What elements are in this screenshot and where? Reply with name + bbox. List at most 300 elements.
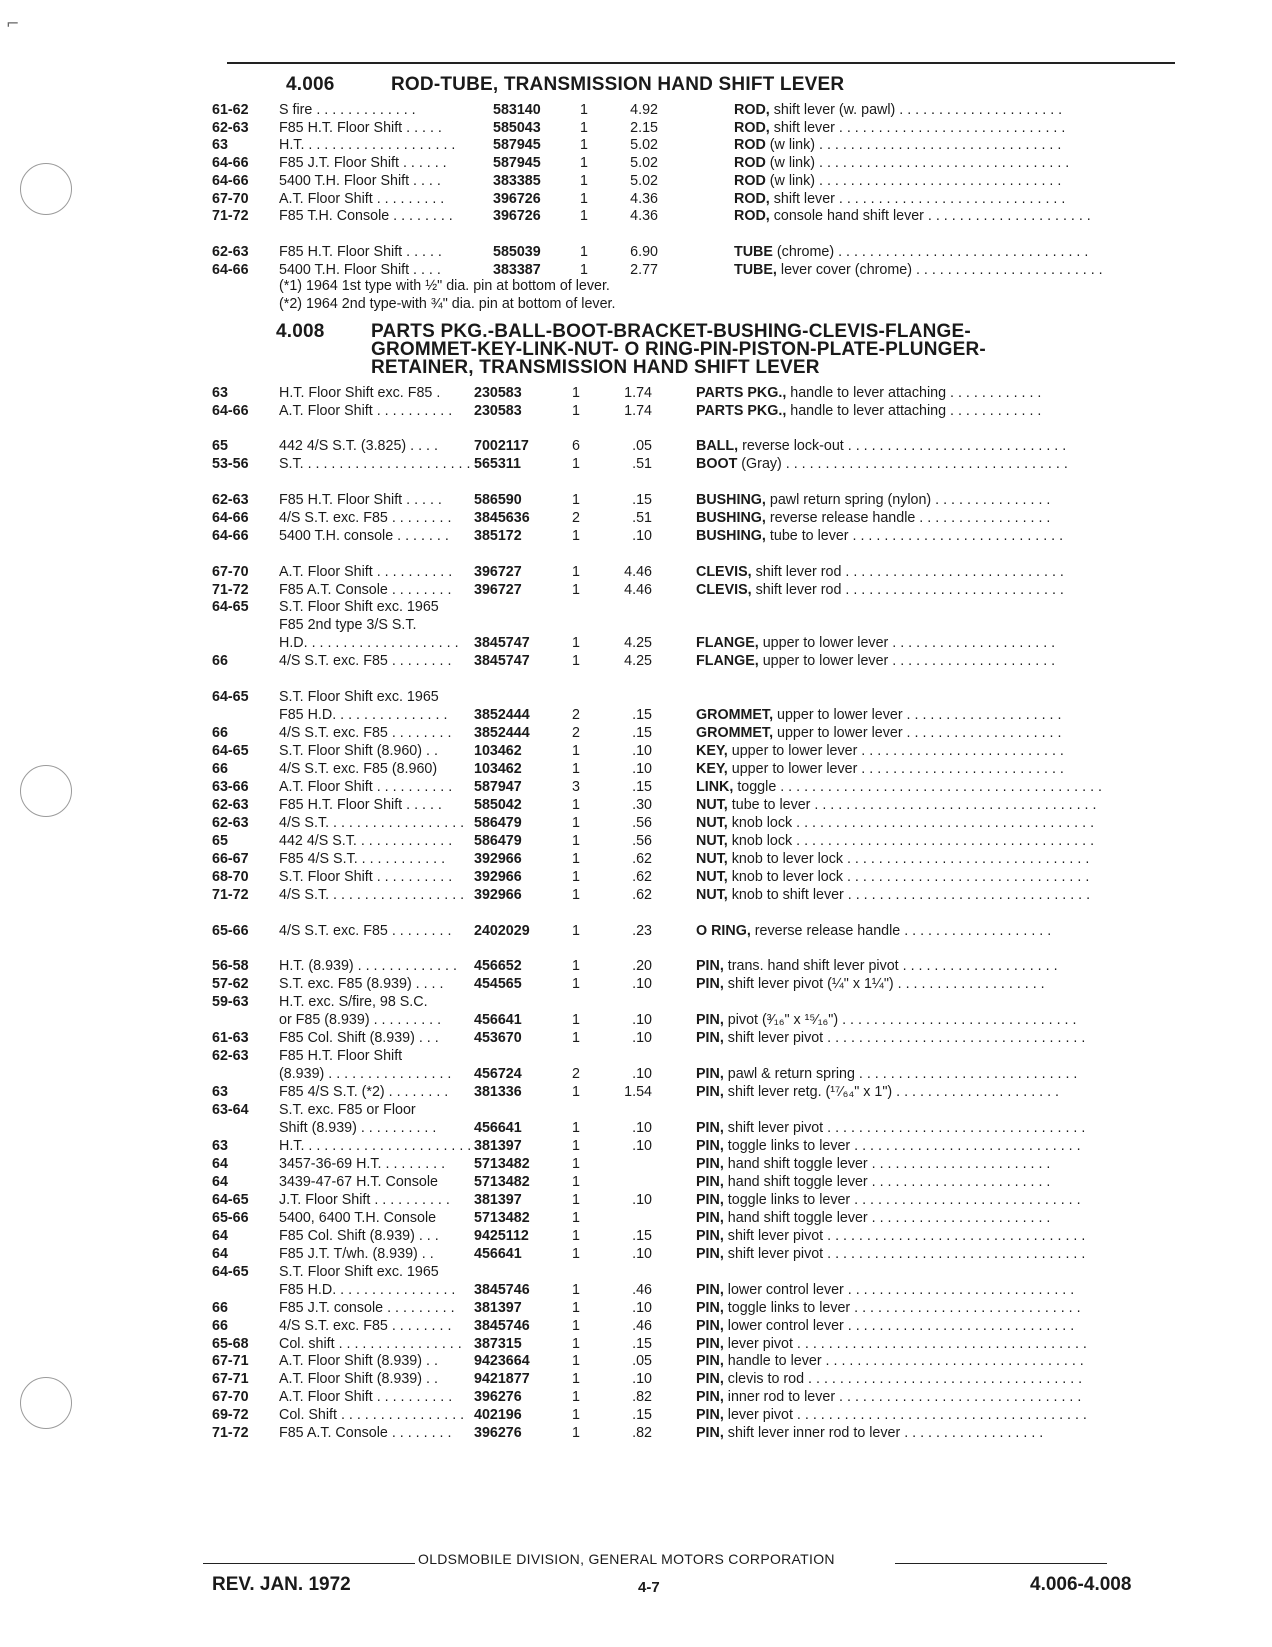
part-description bbox=[696, 1173, 1116, 1192]
part-description bbox=[696, 1083, 1116, 1102]
part-number: 103462 bbox=[474, 743, 522, 759]
part-description bbox=[734, 261, 1119, 280]
part-name: BUSHING, bbox=[696, 492, 766, 508]
part-name: PIN, bbox=[696, 1425, 724, 1441]
application: H.T. Floor Shift exc. F85 . bbox=[279, 385, 441, 401]
application: F85 J.T. console . . . . . . . . . bbox=[279, 1300, 455, 1316]
list-price: .10 bbox=[632, 1030, 652, 1046]
part-detail: toggle links to lever . . . . . . . . . . . . . . . . . . . . . . . . . . . . . bbox=[727, 1138, 1081, 1154]
application: F85 J.T. Floor Shift . . . . . . bbox=[279, 155, 447, 171]
list-price: .10 bbox=[632, 1246, 652, 1262]
application: 4/S S.T. . . . . . . . . . . . . . . . . . bbox=[279, 815, 465, 831]
part-detail: (Gray) . . . . . . . . . . . . . . . . . . . . . . . . . . . . . . . . . . . . bbox=[741, 456, 1068, 472]
part-number: 586590 bbox=[474, 492, 522, 508]
model-years: 62-63 bbox=[212, 1048, 249, 1064]
quantity: 3 bbox=[572, 779, 580, 795]
application: H.D. . . . . . . . . . . . . . . . . . . . bbox=[279, 635, 459, 651]
part-description bbox=[696, 957, 1116, 976]
model-years: 71-72 bbox=[212, 208, 249, 224]
part-name: NUT, bbox=[696, 851, 728, 867]
list-price: .10 bbox=[632, 1371, 652, 1387]
list-price: .10 bbox=[632, 1120, 652, 1136]
model-years: 63-64 bbox=[212, 1102, 249, 1118]
part-name: PIN, bbox=[696, 1282, 724, 1298]
part-name: PIN, bbox=[696, 958, 724, 974]
application: A.T. Floor Shift . . . . . . . . . . bbox=[279, 403, 453, 419]
part-description bbox=[696, 1299, 1116, 1318]
model-years: 63 bbox=[212, 385, 228, 401]
section-notes bbox=[279, 277, 615, 313]
part-description bbox=[734, 207, 1119, 226]
part-name: TUBE, bbox=[734, 262, 777, 278]
part-number: 383385 bbox=[493, 173, 541, 189]
part-description bbox=[696, 796, 1116, 815]
application: F85 T.H. Console . . . . . . . . bbox=[279, 208, 453, 224]
model-years: 71-72 bbox=[212, 582, 249, 598]
list-price: .46 bbox=[632, 1282, 652, 1298]
footer-page-number: 4-7 bbox=[638, 1579, 660, 1596]
model-years: 65-66 bbox=[212, 1210, 249, 1226]
model-years: 59-63 bbox=[212, 994, 249, 1010]
part-number: 586479 bbox=[474, 833, 522, 849]
part-detail: hand shift toggle lever . . . . . . . . . . . . . . . . . . . . . . . bbox=[727, 1174, 1051, 1190]
part-detail: lever cover (chrome) . . . . . . . . . . . . . . . . . . . . . . . . bbox=[780, 262, 1103, 278]
part-detail: inner rod to lever . . . . . . . . . . . . . . . . . . . . . . . . . . . . . . . bbox=[727, 1389, 1082, 1405]
quantity: 1 bbox=[572, 1210, 580, 1226]
part-name: PIN, bbox=[696, 1371, 724, 1387]
part-detail: shift lever rod . . . . . . . . . . . . . . . . . . . . . . . . . . . . bbox=[755, 582, 1064, 598]
part-name: PIN, bbox=[696, 1174, 724, 1190]
application: 4/S S.T. exc. F85 . . . . . . . . bbox=[279, 923, 452, 939]
application: 3457-36-69 H.T. . . . . . . . . bbox=[279, 1156, 446, 1172]
part-detail: upper to lower lever . . . . . . . . . . . . . . . . . . . . bbox=[777, 725, 1062, 741]
part-number: 585039 bbox=[493, 244, 541, 260]
quantity: 1 bbox=[572, 635, 580, 651]
part-number: 383387 bbox=[493, 262, 541, 278]
part-number: 3845636 bbox=[474, 510, 530, 526]
part-detail: trans. hand shift lever pivot . . . . . . . . . . . . . . . . . . . . bbox=[727, 958, 1058, 974]
part-name: BUSHING, bbox=[696, 510, 766, 526]
part-name: PIN, bbox=[696, 1030, 724, 1046]
quantity: 1 bbox=[572, 564, 580, 580]
part-number: 381397 bbox=[474, 1300, 522, 1316]
part-description bbox=[696, 1011, 1116, 1030]
part-number: 9423664 bbox=[474, 1353, 530, 1369]
part-detail: reverse release handle . . . . . . . . . . . . . . . . . . . bbox=[754, 923, 1052, 939]
part-detail: tube to lever . . . . . . . . . . . . . . . . . . . . . . . . . . . bbox=[769, 528, 1064, 544]
part-number: 396727 bbox=[474, 564, 522, 580]
footer-corporation: OLDSMOBILE DIVISION, GENERAL MOTORS CORPORATION bbox=[418, 1551, 835, 1567]
part-description bbox=[696, 1029, 1116, 1048]
application: 5400 T.H. Floor Shift . . . . bbox=[279, 173, 441, 189]
list-price: .10 bbox=[632, 761, 652, 777]
section-title-line: RETAINER, TRANSMISSION HAND SHIFT LEVER bbox=[371, 357, 820, 378]
part-name: PARTS PKG., bbox=[696, 403, 787, 419]
application: F85 4/S S.T. (*2) . . . . . . . . bbox=[279, 1084, 449, 1100]
list-price: 4.25 bbox=[624, 635, 652, 651]
model-years: 64 bbox=[212, 1228, 228, 1244]
part-name: ROD, bbox=[734, 208, 770, 224]
part-name: PIN, bbox=[696, 1192, 724, 1208]
part-number: 587947 bbox=[474, 779, 522, 795]
model-years: 61-62 bbox=[212, 102, 249, 118]
application: 4/S S.T. exc. F85 . . . . . . . . bbox=[279, 725, 452, 741]
quantity: 2 bbox=[572, 725, 580, 741]
part-name: PIN, bbox=[696, 1156, 724, 1172]
part-description bbox=[696, 850, 1116, 869]
part-number: 587945 bbox=[493, 155, 541, 171]
part-name: KEY, bbox=[696, 743, 728, 759]
quantity: 1 bbox=[580, 244, 588, 260]
model-years: 64-65 bbox=[212, 689, 249, 705]
list-price: .10 bbox=[632, 1012, 652, 1028]
part-name: TUBE bbox=[734, 244, 773, 260]
application: 4/S S.T. exc. F85 (8.960) bbox=[279, 761, 438, 777]
part-number: 5713482 bbox=[474, 1156, 530, 1172]
part-detail: handle to lever . . . . . . . . . . . . . . . . . . . . . . . . . . . . . . . . . bbox=[727, 1353, 1084, 1369]
part-name: CLEVIS, bbox=[696, 564, 752, 580]
quantity: 1 bbox=[572, 1389, 580, 1405]
part-name: PIN, bbox=[696, 1353, 724, 1369]
application: 442 4/S S.T. (3.825) . . . . bbox=[279, 438, 438, 454]
list-price: .10 bbox=[632, 1138, 652, 1154]
quantity: 1 bbox=[572, 887, 580, 903]
part-description bbox=[696, 1119, 1116, 1138]
model-years: 63 bbox=[212, 1084, 228, 1100]
part-description bbox=[696, 1155, 1116, 1174]
application: H.T. . . . . . . . . . . . . . . . . . . . . . bbox=[279, 1138, 472, 1154]
model-years: 65-68 bbox=[212, 1336, 249, 1352]
part-name: PIN, bbox=[696, 1246, 724, 1262]
model-years: 64-66 bbox=[212, 155, 249, 171]
part-name: PARTS PKG., bbox=[696, 385, 787, 401]
list-price: .62 bbox=[632, 869, 652, 885]
quantity: 1 bbox=[572, 851, 580, 867]
part-number: 396276 bbox=[474, 1425, 522, 1441]
part-description bbox=[696, 384, 1116, 403]
quantity: 1 bbox=[572, 582, 580, 598]
application: or F85 (8.939) . . . . . . . . . bbox=[279, 1012, 442, 1028]
note-line: (*1) 1964 1st type with ½" dia. pin at bottom of lever. bbox=[279, 278, 610, 294]
application: S.T. exc. F85 or Floor bbox=[279, 1102, 416, 1118]
part-number: 3845747 bbox=[474, 653, 530, 669]
part-detail: upper to lower lever . . . . . . . . . . . . . . . . . . . . . . . . . . bbox=[731, 743, 1064, 759]
model-years: 66 bbox=[212, 1318, 228, 1334]
part-name: PIN, bbox=[696, 1228, 724, 1244]
part-description bbox=[696, 1191, 1116, 1210]
part-description bbox=[696, 581, 1116, 600]
part-name: GROMMET, bbox=[696, 707, 774, 723]
part-description bbox=[696, 1137, 1116, 1156]
part-description bbox=[696, 527, 1116, 546]
list-price: .10 bbox=[632, 1066, 652, 1082]
part-number: 230583 bbox=[474, 385, 522, 401]
part-name: PIN, bbox=[696, 1138, 724, 1154]
part-detail: console hand shift lever . . . . . . . . . . . . . . . . . . . . . bbox=[773, 208, 1091, 224]
part-description bbox=[696, 437, 1116, 456]
list-price: .56 bbox=[632, 833, 652, 849]
model-years: 63 bbox=[212, 1138, 228, 1154]
application: F85 H.T. Floor Shift . . . . . bbox=[279, 120, 442, 136]
quantity: 1 bbox=[580, 102, 588, 118]
part-number: 5713482 bbox=[474, 1210, 530, 1226]
application: S.T. . . . . . . . . . . . . . . . . . . . . . . bbox=[279, 456, 479, 472]
part-name: NUT, bbox=[696, 887, 728, 903]
application: H.T. . . . . . . . . . . . . . . . . . . . bbox=[279, 137, 456, 153]
model-years: 65 bbox=[212, 438, 228, 454]
model-years: 61-63 bbox=[212, 1030, 249, 1046]
part-name: PIN, bbox=[696, 1012, 724, 1028]
part-name: LINK, bbox=[696, 779, 734, 795]
part-name: ROD, bbox=[734, 191, 770, 207]
application: Col. shift . . . . . . . . . . . . . . . . bbox=[279, 1336, 462, 1352]
application: F85 H.D. . . . . . . . . . . . . . . bbox=[279, 707, 448, 723]
part-detail: lever pivot . . . . . . . . . . . . . . . . . . . . . . . . . . . . . . . . . . . . . bbox=[727, 1336, 1087, 1352]
quantity: 1 bbox=[572, 923, 580, 939]
list-price: .15 bbox=[632, 707, 652, 723]
part-detail: knob to lever lock . . . . . . . . . . . . . . . . . . . . . . . . . . . . . . . bbox=[731, 851, 1090, 867]
model-years: 66 bbox=[212, 653, 228, 669]
part-number: 381397 bbox=[474, 1138, 522, 1154]
part-detail: upper to lower lever . . . . . . . . . . . . . . . . . . . . . bbox=[762, 653, 1056, 669]
part-name: NUT, bbox=[696, 833, 728, 849]
part-detail: shift lever rod . . . . . . . . . . . . . . . . . . . . . . . . . . . . bbox=[755, 564, 1064, 580]
part-detail: shift lever . . . . . . . . . . . . . . . . . . . . . . . . . . . . . bbox=[773, 191, 1066, 207]
part-detail: toggle . . . . . . . . . . . . . . . . . . . . . . . . . . . . . . . . . . . . . . . . . bbox=[737, 779, 1102, 795]
part-number: 103462 bbox=[474, 761, 522, 777]
part-number: 3845746 bbox=[474, 1282, 530, 1298]
model-years: 57-62 bbox=[212, 976, 249, 992]
part-name: PIN, bbox=[696, 1407, 724, 1423]
part-name: FLANGE, bbox=[696, 635, 759, 651]
application: F85 H.T. Floor Shift bbox=[279, 1048, 403, 1064]
part-number: 456641 bbox=[474, 1120, 522, 1136]
binder-hole-icon bbox=[20, 765, 72, 817]
part-number: 583140 bbox=[493, 102, 541, 118]
part-description bbox=[696, 886, 1116, 905]
quantity: 1 bbox=[572, 1030, 580, 1046]
part-detail: (chrome) . . . . . . . . . . . . . . . . . . . . . . . . . . . . . . . . bbox=[776, 244, 1089, 260]
part-number: 396727 bbox=[474, 582, 522, 598]
quantity: 1 bbox=[572, 833, 580, 849]
part-description bbox=[696, 1370, 1116, 1389]
quantity: 1 bbox=[572, 403, 580, 419]
part-number: 456641 bbox=[474, 1012, 522, 1028]
footer-section-range: 4.006-4.008 bbox=[1030, 1574, 1132, 1595]
part-detail: shift lever pivot . . . . . . . . . . . . . . . . . . . . . . . . . . . . . . . . . bbox=[727, 1120, 1086, 1136]
model-years: 64 bbox=[212, 1174, 228, 1190]
quantity: 1 bbox=[572, 1407, 580, 1423]
part-number: 392966 bbox=[474, 851, 522, 867]
quantity: 1 bbox=[572, 1012, 580, 1028]
part-detail: handle to lever attaching . . . . . . . . . . . . bbox=[790, 403, 1042, 419]
application: A.T. Floor Shift (8.939) . . bbox=[279, 1371, 438, 1387]
part-name: BOOT bbox=[696, 456, 738, 472]
list-price: 1.74 bbox=[624, 385, 652, 401]
part-detail: lever pivot . . . . . . . . . . . . . . . . . . . . . . . . . . . . . . . . . . . . . bbox=[727, 1407, 1087, 1423]
part-name: PIN, bbox=[696, 1084, 724, 1100]
part-number: 9421877 bbox=[474, 1371, 530, 1387]
part-name: O RING, bbox=[696, 923, 751, 939]
part-detail: pivot (³⁄₁₆" x ¹⁵⁄₁₆") . . . . . . . . . . . . . . . . . . . . . . . . . . . . . . bbox=[727, 1012, 1077, 1028]
application: 4/S S.T. . . . . . . . . . . . . . . . . . bbox=[279, 887, 465, 903]
part-name: ROD bbox=[734, 155, 766, 171]
application: J.T. Floor Shift . . . . . . . . . . bbox=[279, 1192, 450, 1208]
model-years: 64-66 bbox=[212, 528, 249, 544]
part-detail: (w link) . . . . . . . . . . . . . . . . . . . . . . . . . . . . . . . bbox=[769, 173, 1062, 189]
part-name: PIN, bbox=[696, 976, 724, 992]
quantity: 1 bbox=[572, 1318, 580, 1334]
application: Col. Shift . . . . . . . . . . . . . . . . bbox=[279, 1407, 465, 1423]
list-price: .10 bbox=[632, 1300, 652, 1316]
list-price: 4.36 bbox=[630, 208, 658, 224]
part-number: 3852444 bbox=[474, 707, 530, 723]
quantity: 1 bbox=[572, 653, 580, 669]
part-number: 587945 bbox=[493, 137, 541, 153]
part-detail: lower control lever . . . . . . . . . . . . . . . . . . . . . . . . . . . . . bbox=[727, 1282, 1075, 1298]
part-name: NUT, bbox=[696, 869, 728, 885]
model-years: 63-66 bbox=[212, 779, 249, 795]
model-years: 64-65 bbox=[212, 1192, 249, 1208]
application: 4/S S.T. exc. F85 . . . . . . . . bbox=[279, 653, 452, 669]
part-number: 5713482 bbox=[474, 1174, 530, 1190]
part-detail: (w link) . . . . . . . . . . . . . . . . . . . . . . . . . . . . . . . bbox=[769, 137, 1062, 153]
quantity: 1 bbox=[580, 137, 588, 153]
part-number: 7002117 bbox=[474, 438, 529, 454]
list-price: 5.02 bbox=[630, 173, 658, 189]
part-detail: shift lever . . . . . . . . . . . . . . . . . . . . . . . . . . . . . bbox=[773, 120, 1066, 136]
quantity: 1 bbox=[580, 208, 588, 224]
part-detail: knob to shift lever . . . . . . . . . . . . . . . . . . . . . . . . . . . . . . . bbox=[731, 887, 1091, 903]
part-name: ROD, bbox=[734, 102, 770, 118]
section-title-line: PARTS PKG.-BALL-BOOT-BRACKET-BUSHING-CLEVIS-FLANGE- bbox=[371, 321, 971, 342]
part-name: PIN, bbox=[696, 1300, 724, 1316]
part-description bbox=[734, 154, 1119, 173]
part-description bbox=[696, 455, 1116, 474]
application: F85 H.T. Floor Shift . . . . . bbox=[279, 492, 442, 508]
part-detail: handle to lever attaching . . . . . . . . . . . . bbox=[790, 385, 1042, 401]
list-price: 4.46 bbox=[624, 564, 652, 580]
quantity: 1 bbox=[572, 492, 580, 508]
part-name: PIN, bbox=[696, 1336, 724, 1352]
quantity: 1 bbox=[572, 1156, 580, 1172]
part-description bbox=[696, 868, 1116, 887]
model-years: 64-65 bbox=[212, 743, 249, 759]
list-price: .46 bbox=[632, 1318, 652, 1334]
list-price: .56 bbox=[632, 815, 652, 831]
part-detail: hand shift toggle lever . . . . . . . . . . . . . . . . . . . . . . . bbox=[727, 1210, 1051, 1226]
part-description bbox=[696, 1424, 1116, 1443]
application: 4/S S.T. exc. F85 . . . . . . . . bbox=[279, 1318, 452, 1334]
footer-rule-right bbox=[895, 1563, 1107, 1564]
part-detail: tube to lever . . . . . . . . . . . . . . . . . . . . . . . . . . . . . . . . . . . . bbox=[731, 797, 1097, 813]
part-description bbox=[696, 1209, 1116, 1228]
model-years: 56-58 bbox=[212, 958, 249, 974]
application: (8.939) . . . . . . . . . . . . . . . . bbox=[279, 1066, 452, 1082]
quantity: 1 bbox=[572, 1120, 580, 1136]
part-number: 230583 bbox=[474, 403, 522, 419]
application: 5400 T.H. Floor Shift . . . . bbox=[279, 262, 441, 278]
part-name: FLANGE, bbox=[696, 653, 759, 669]
model-years: 64-66 bbox=[212, 262, 249, 278]
quantity: 1 bbox=[572, 1300, 580, 1316]
list-price: 4.25 bbox=[624, 653, 652, 669]
part-description bbox=[696, 724, 1116, 743]
part-name: GROMMET, bbox=[696, 725, 774, 741]
application: Shift (8.939) . . . . . . . . . . bbox=[279, 1120, 437, 1136]
quantity: 1 bbox=[572, 1174, 580, 1190]
quantity: 1 bbox=[572, 976, 580, 992]
quantity: 2 bbox=[572, 510, 580, 526]
part-description bbox=[696, 634, 1116, 653]
quantity: 1 bbox=[572, 456, 580, 472]
quantity: 2 bbox=[572, 1066, 580, 1082]
part-number: 456652 bbox=[474, 958, 522, 974]
part-description bbox=[696, 975, 1116, 994]
application: 5400, 6400 T.H. Console bbox=[279, 1210, 437, 1226]
part-detail: hand shift toggle lever . . . . . . . . . . . . . . . . . . . . . . . bbox=[727, 1156, 1051, 1172]
application: S fire . . . . . . . . . . . . . bbox=[279, 102, 416, 118]
section-number: 4.006 bbox=[286, 74, 335, 95]
list-price: .05 bbox=[632, 1353, 652, 1369]
list-price: .15 bbox=[632, 779, 652, 795]
application: 3439-47-67 H.T. Console bbox=[279, 1174, 438, 1190]
list-price: .05 bbox=[632, 438, 652, 454]
part-description bbox=[696, 652, 1116, 671]
quantity: 2 bbox=[572, 707, 580, 723]
part-detail: shift lever inner rod to lever . . . . . . . . . . . . . . . . . . bbox=[727, 1425, 1044, 1441]
application: F85 J.T. T/wh. (8.939) . . bbox=[279, 1246, 434, 1262]
part-name: ROD bbox=[734, 137, 766, 153]
footer-revision: REV. JAN. 1972 bbox=[212, 1574, 351, 1595]
model-years: 53-56 bbox=[212, 456, 249, 472]
quantity: 1 bbox=[580, 262, 588, 278]
quantity: 6 bbox=[572, 438, 580, 454]
model-years: 62-63 bbox=[212, 492, 249, 508]
quantity: 1 bbox=[572, 1425, 580, 1441]
part-number: 585042 bbox=[474, 797, 522, 813]
part-name: PIN, bbox=[696, 1318, 724, 1334]
application: S.T. Floor Shift (8.960) . . bbox=[279, 743, 438, 759]
part-number: 396726 bbox=[493, 191, 541, 207]
quantity: 1 bbox=[580, 155, 588, 171]
application: F85 H.D. . . . . . . . . . . . . . . . bbox=[279, 1282, 456, 1298]
list-price: .15 bbox=[632, 725, 652, 741]
model-years: 67-70 bbox=[212, 564, 249, 580]
application: F85 H.T. Floor Shift . . . . . bbox=[279, 244, 442, 260]
quantity: 1 bbox=[580, 120, 588, 136]
part-description bbox=[696, 509, 1116, 528]
part-number: 392966 bbox=[474, 869, 522, 885]
part-description bbox=[696, 742, 1116, 761]
part-detail: shift lever pivot (¼" x 1¼") . . . . . . . . . . . . . . . . . . . bbox=[727, 976, 1045, 992]
part-description bbox=[696, 922, 1116, 941]
part-number: 3845746 bbox=[474, 1318, 530, 1334]
application: H.T. (8.939) . . . . . . . . . . . . . bbox=[279, 958, 457, 974]
part-detail: upper to lower lever . . . . . . . . . . . . . . . . . . . . . . . . . . bbox=[731, 761, 1064, 777]
part-detail: shift lever retg. (¹⁷⁄₆₄" x 1") . . . . . . . . . . . . . . . . . . . . . bbox=[727, 1084, 1059, 1100]
application: F85 A.T. Console . . . . . . . . bbox=[279, 1425, 452, 1441]
part-detail: knob lock . . . . . . . . . . . . . . . . . . . . . . . . . . . . . . . . . . . . . . bbox=[731, 833, 1095, 849]
binder-hole-icon bbox=[20, 1377, 72, 1429]
application: A.T. Floor Shift . . . . . . . . . . bbox=[279, 1389, 453, 1405]
part-name: PIN, bbox=[696, 1389, 724, 1405]
quantity: 1 bbox=[572, 743, 580, 759]
application: H.T. exc. S/fire, 98 S.C. bbox=[279, 994, 428, 1010]
quantity: 1 bbox=[572, 815, 580, 831]
part-detail: upper to lower lever . . . . . . . . . . . . . . . . . . . . bbox=[777, 707, 1062, 723]
application: F85 H.T. Floor Shift . . . . . bbox=[279, 797, 442, 813]
